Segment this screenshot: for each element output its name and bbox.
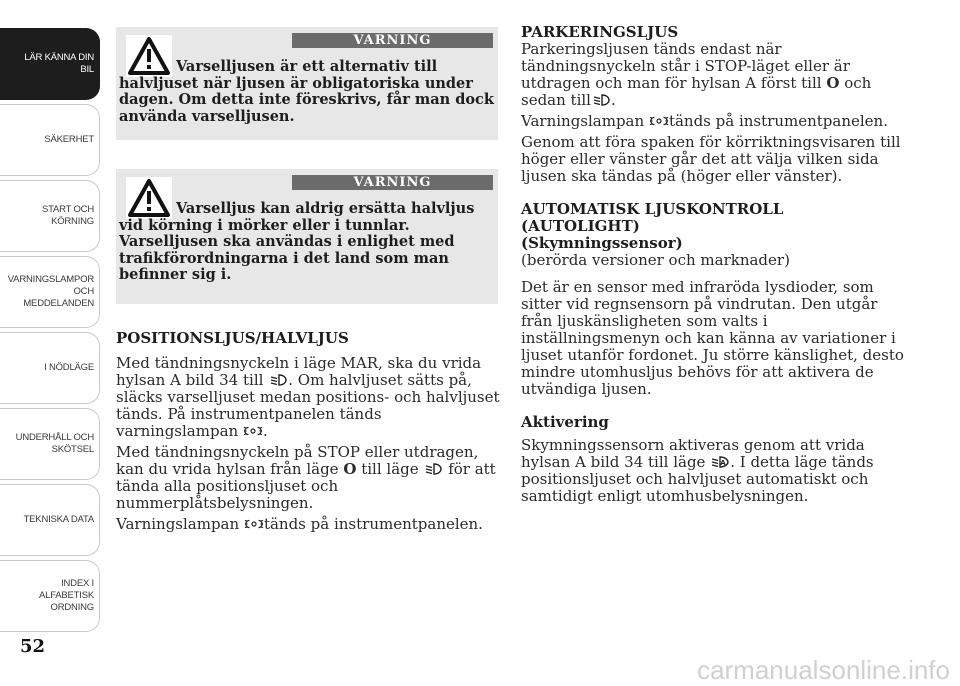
paragraph xyxy=(521,437,911,505)
tab-label: INDEX I ALFABETISK ORDNING xyxy=(38,578,94,613)
warning-box xyxy=(116,27,498,140)
low-beam-icon xyxy=(591,93,611,107)
section-heading: (Skymningssensor) xyxy=(521,234,683,252)
right-column xyxy=(521,24,911,509)
warning-text: Varselljus kan aldrig ersätta halvljus vid körning i mörker eller i tunnlar. Varselljusen ska användas i enlighet med trafikförordningarna i det land som man befinner sig i. xyxy=(119,200,475,283)
low-beam-icon xyxy=(268,373,288,387)
low-beam-icon xyxy=(423,462,443,476)
tab-label: I NÖDLÄGE xyxy=(44,362,94,373)
tab-label: TEKNISKA DATA xyxy=(23,514,94,525)
text: till läge xyxy=(361,460,419,478)
position-light-icon xyxy=(244,517,264,531)
paragraph xyxy=(521,41,911,109)
paragraph: Genom att föra spaken för körriktningsvisaren till höger eller vänster går det att välja vilken sida ljusen ska tändas på (höger eller vänster). xyxy=(521,133,901,185)
tab-lar-kanna-din-bil[interactable] xyxy=(0,28,100,100)
paragraph xyxy=(521,113,911,130)
tab-tekniska-data[interactable] xyxy=(0,484,100,556)
paragraph: Det är en sensor med infraröda lysdioder, som sitter vid regnsensorn på vindrutan. Den utgår från ljuskänsligheten som valts i inställningsmenyn och kan känna av variationer i ljuset utanför fordonet. Ju större känslighet, desto mindre utomhusljus behövs för att aktivera de utvändiga ljusen. xyxy=(521,278,904,398)
text: Med tändningsnyckeln på STOP eller utdragen, kan du vrida hylsan från läge xyxy=(116,443,479,478)
text: tänds på instrumentpanelen. xyxy=(668,112,888,130)
tab-label: START OCH KÖRNING xyxy=(41,204,94,227)
position-light-icon xyxy=(649,114,669,128)
left-column xyxy=(116,330,500,537)
text: och sedan till xyxy=(521,74,872,109)
text: O xyxy=(826,74,840,92)
warning-header: VARNING xyxy=(292,33,493,48)
section-heading: Aktivering xyxy=(521,413,609,431)
text: . xyxy=(262,422,268,440)
text: Varningslampan xyxy=(116,515,240,533)
tab-label: VARNINGSLAMPOR OCH MEDDELANDEN xyxy=(7,274,94,309)
text: Parkeringsljusen tänds endast när tändningsnyckeln står i STOP-läget eller är utdragen och man för hylsan A först till xyxy=(521,40,850,92)
tab-label: LÄR KÄNNA DIN BIL xyxy=(24,52,94,75)
tab-start-och-korning[interactable] xyxy=(0,180,100,252)
section-heading: (AUTOLIGHT) xyxy=(521,217,640,235)
position-light-icon xyxy=(243,424,263,438)
text: Med tändningsnyckeln i läge MAR, ska du vrida hylsan A bild 34 till xyxy=(116,354,482,389)
tab-label: UNDERHÅLL OCH SKÖTSEL xyxy=(15,432,94,455)
text: för att tända alla positionsljuset och nummerplåtsbelysningen. xyxy=(116,460,496,512)
auto-light-icon xyxy=(710,455,730,469)
tab-i-nodlage[interactable] xyxy=(0,332,100,404)
warning-header: VARNING xyxy=(292,175,493,190)
tab-label: SÄKERHET xyxy=(44,134,94,145)
paragraph xyxy=(116,516,500,533)
warning-text: Varselljusen är ett alternativ till halvljuset när ljusen är obligatoriska under dagen. Om detta inte föreskrivs, får man dock använda varselljusen. xyxy=(119,58,494,125)
text: O xyxy=(343,460,357,478)
section-heading: POSITIONSLJUS/HALVLJUS xyxy=(116,329,349,347)
text: tänds på instrumentpanelen. xyxy=(263,515,483,533)
tab-index[interactable] xyxy=(0,560,100,632)
warning-box xyxy=(116,169,498,304)
text: . I detta läge tänds positionsljuset och halvljuset automatiskt och samtidigt enligt utomhusbelysningen. xyxy=(521,453,874,505)
section-heading: AUTOMATISK LJUSKONTROLL xyxy=(521,200,784,218)
text: Varningslampan xyxy=(521,112,645,130)
watermark: carmanualsonline.info xyxy=(697,655,950,685)
paragraph xyxy=(116,444,500,512)
section-heading: PARKERINGSLJUS xyxy=(521,23,679,41)
paragraph xyxy=(116,355,500,440)
tab-varningslampor[interactable] xyxy=(0,256,100,328)
page-number: 52 xyxy=(20,636,46,657)
text: Skymningssensorn aktiveras genom att vrida hylsan A bild 34 till läge xyxy=(521,436,865,471)
tab-underhall[interactable] xyxy=(0,408,100,480)
text: . xyxy=(610,91,616,109)
section-subtitle: (berörda versioner och marknader) xyxy=(521,251,790,269)
text: . Om halvljuset sätts på, släcks varselljuset medan positions- och halvljuset tänds. På instrumentpanelen tänds varningslampan xyxy=(116,371,500,440)
tab-sakerhet[interactable] xyxy=(0,104,100,176)
